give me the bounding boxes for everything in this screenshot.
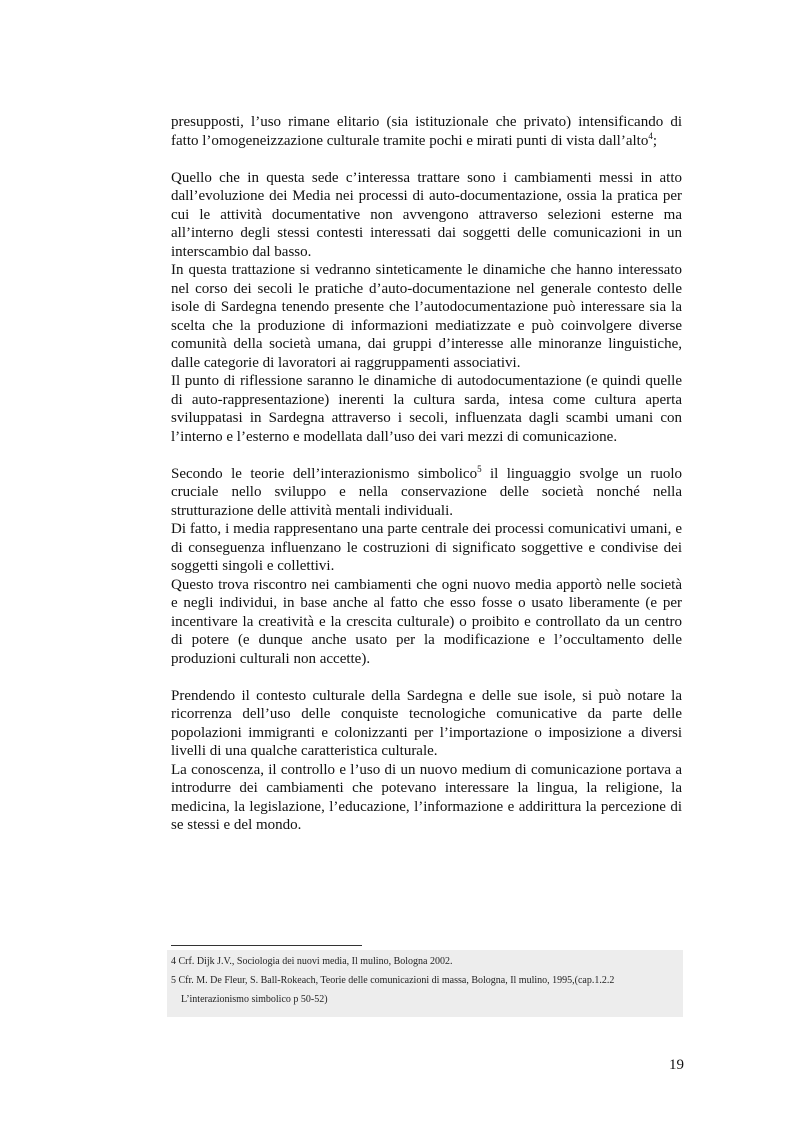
footnote-5-continuation: L’interazionismo simbolico p 50-52) <box>181 994 328 1005</box>
footnotes <box>167 950 683 1017</box>
paragraph-media-role: Di fatto, i media rappresentano una parte centrale dei processi comunicativi umani, e di conseguenza influenzano le costruzioni di significato soggettive e condivise dei soggetti singoli e collettivi. <box>171 521 682 574</box>
footnote-separator <box>171 945 362 946</box>
paragraph-medium-knowledge: La conoscenza, il controllo e l’uso di un nuovo medium di comunicazione portava a introdurre dei cambiamenti che potevano interessare la lingua, la religione, la medicina, la legislazione, l’educazione, l’informazione e addirittura la percezione di se stessi e del mondo. <box>171 761 682 833</box>
paragraph-gap <box>171 668 682 687</box>
paragraph-gap <box>171 150 682 169</box>
page-number: 19 <box>669 1057 684 1073</box>
paragraph-self-documentation: Quello che in questa sede c’interessa trattare sono i cambiamenti messi in atto dall’evoluzione dei Media nei processi di auto-documentazione, ossia la pratica per cui le attività documentative non avvengono attraverso selezioni esterne ma all’interno degli stessi contesti interessati dai soggetti delle comunicazioni in un interscambio dal basso. <box>171 169 682 260</box>
paragraph-gap <box>171 446 682 465</box>
paragraph-symbolic-interactionism: Secondo le teorie dell’interazionismo simbolico$^5$ il linguaggio svolge un ruolo cruciale nello sviluppo e nella conservazione delle società nonché nella strutturazione delle attività mentali individuali. <box>171 463 682 519</box>
paragraph-media-changes: Questo trova riscontro nei cambiamenti che ogni nuovo media apportò nelle società e negli individui, in base anche al fatto che esso fosse o usato liberamente (e per incentivare la creatività e la crescita culturale) o proibito e controllato da un centro di potere (e dunque anche usato per la modificazione e l’occultamento delle produzioni culturali non accette). <box>171 576 682 667</box>
footnote-5: 5 Cfr. M. De Fleur, S. Ball-Rokeach, Teorie delle comunicazioni di massa, Bologna, Il mulino, 1995,(cap.1.2.2 <box>171 975 615 986</box>
paragraph-sardinia-context: Prendendo il contesto culturale della Sardegna e delle sue isole, si può notare la ricorrenza dell’uso delle conquiste tecnologiche comunicative da parte delle popolazioni immigranti e colonizzanti per l’importazione o imposizione a diversi livelli di una qualche caratteristica culturale. <box>171 687 682 759</box>
body-text <box>171 113 682 835</box>
paragraph-intro-continuation: presupposti, l’uso rimane elitario (sia istituzionale che privato) intensificando di fatto l’omogeneizzazione culturale tramite pochi e mirati punti di vista dall’alto$^4$; <box>171 114 682 149</box>
paragraph-reflection-point: Il punto di riflessione saranno le dinamiche di autodocumentazione (e quindi quelle di auto-rappresentazione) inerenti la cultura sarda, intesa come cultura aperta sviluppatasi in Sardegna attraverso i secoli, influenzata dagli scambi umani con l’interno e l’esterno e modellata dall’uso dei vari mezzi di comunicazione. <box>171 373 682 445</box>
footnote-4: 4 Crf. Dijk J.V., Sociologia dei nuovi media, Il mulino, Bologna 2002. <box>171 956 453 967</box>
footnote-ref-4[interactable]: 4 <box>648 130 653 141</box>
paragraph-treatment-scope: In questa trattazione si vedranno sinteticamente le dinamiche che hanno interessato nel corso dei secoli le pratiche d’auto-documentazione nel generale contesto delle isole di Sardegna tenendo presente che l’autodocumentazione può interessare sia la scelta che la produzione di informazioni mediatizzate e può coinvolgere diverse comunità della società umana, dai gruppi d’interesse alle minoranze linguistiche, dalle categorie di lavoratori ai raggruppamenti associativi. <box>171 262 682 371</box>
footnote-ref-5[interactable]: 5 <box>477 463 482 474</box>
